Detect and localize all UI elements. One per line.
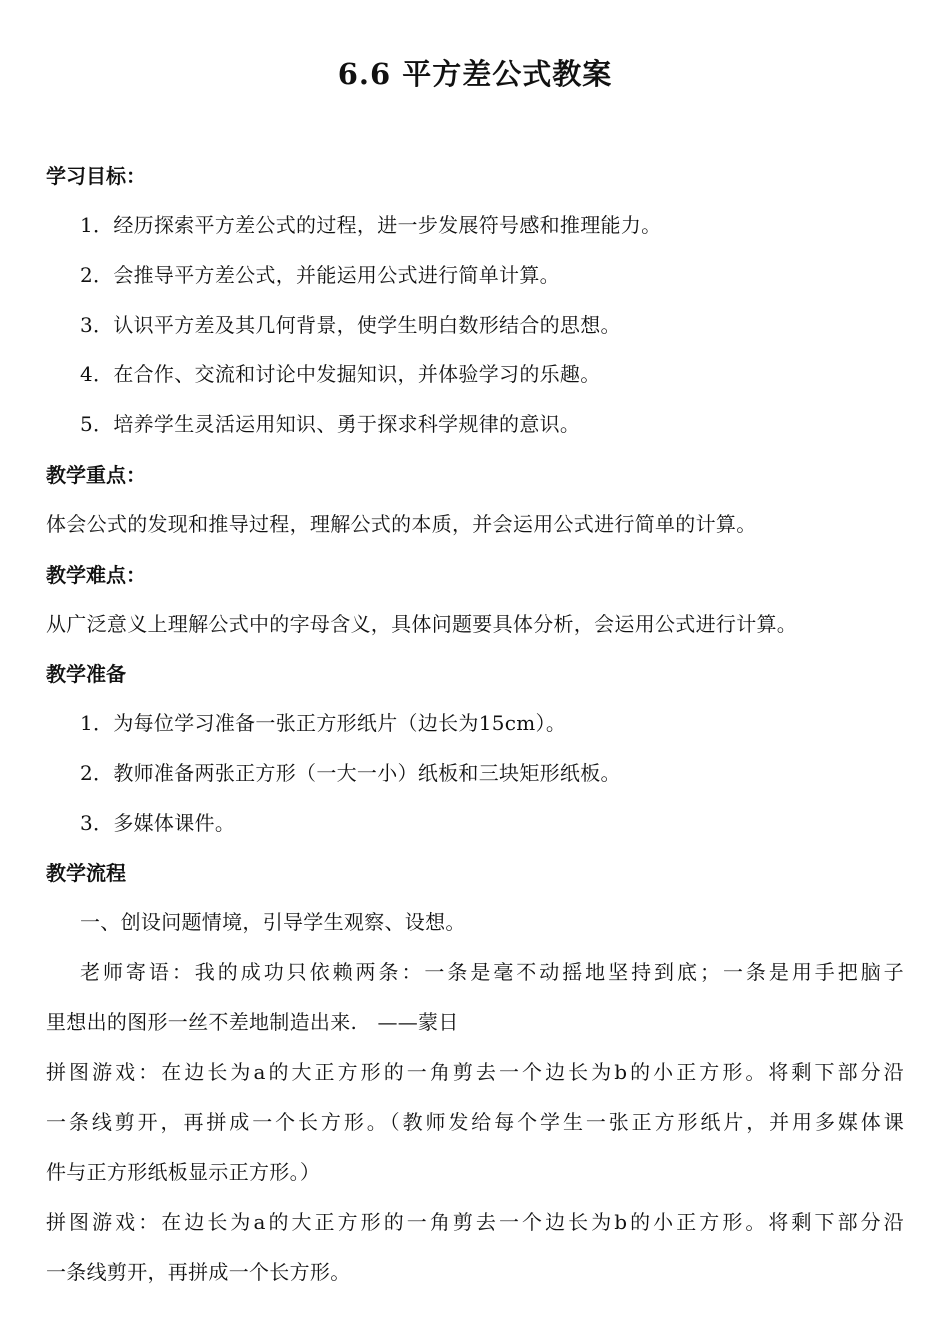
- preparation-item-2: 2．教师准备两张正方形（一大一小）纸板和三块矩形纸板。: [80, 761, 621, 785]
- difficulties-text: 从广泛意义上理解公式中的字母含义，具体问题要具体分析，会运用公式进行计算。: [46, 612, 798, 636]
- process-heading: 教学流程: [46, 861, 126, 885]
- key-points-text: 体会公式的发现和推导过程，理解公式的本质，并会运用公式进行简单的计算。: [46, 512, 757, 536]
- objective-item-4: 4．在合作、交流和讨论中发掘知识，并体验学习的乐趣。: [80, 362, 601, 386]
- teacher-quote-line-1: 老师寄语：我的成功只依赖两条：一条是毫不动摇地坚持到底；一条是用手把脑子: [80, 960, 904, 984]
- preparation-item-1: 1．为每位学习准备一张正方形纸片（边长为15cm）。: [80, 711, 567, 735]
- puzzle-game-1-line-1: 拼图游戏：在边长为a的大正方形的一角剪去一个边长为b的小正方形。将剩下部分沿: [46, 1060, 904, 1084]
- objective-item-2: 2．会推导平方差公式，并能运用公式进行简单计算。: [80, 263, 560, 287]
- puzzle-game-2-line-1: 拼图游戏：在边长为a的大正方形的一角剪去一个边长为b的小正方形。将剩下部分沿: [46, 1210, 904, 1234]
- puzzle-game-1-line-3: 件与正方形纸板显示正方形。）: [46, 1160, 321, 1184]
- puzzle-game-1-line-2: 一条线剪开，再拼成一个长方形。（教师发给每个学生一张正方形纸片，并用多媒体课: [46, 1110, 904, 1134]
- preparation-item-3: 3．多媒体课件。: [80, 811, 236, 835]
- objective-item-1: 1．经历探索平方差公式的过程，进一步发展符号感和推理能力。: [80, 213, 662, 237]
- teacher-quote-line-2: 里想出的图形一丝不差地制造出来. ——蒙日: [46, 1010, 459, 1034]
- document-title: 6.6 平方差公式教案: [337, 57, 613, 91]
- difficulties-heading: 教学难点：: [46, 563, 146, 587]
- puzzle-game-2-line-2: 一条线剪开，再拼成一个长方形。: [46, 1260, 351, 1284]
- process-step-1: 一、创设问题情境，引导学生观察、设想。: [80, 910, 466, 934]
- preparation-heading: 教学准备: [46, 662, 126, 686]
- objective-item-3: 3．认识平方差及其几何背景，使学生明白数形结合的思想。: [80, 313, 621, 337]
- key-points-heading: 教学重点：: [46, 463, 146, 487]
- objective-item-5: 5．培养学生灵活运用知识、勇于探求科学规律的意识。: [80, 412, 581, 436]
- objectives-heading: 学习目标：: [46, 164, 146, 188]
